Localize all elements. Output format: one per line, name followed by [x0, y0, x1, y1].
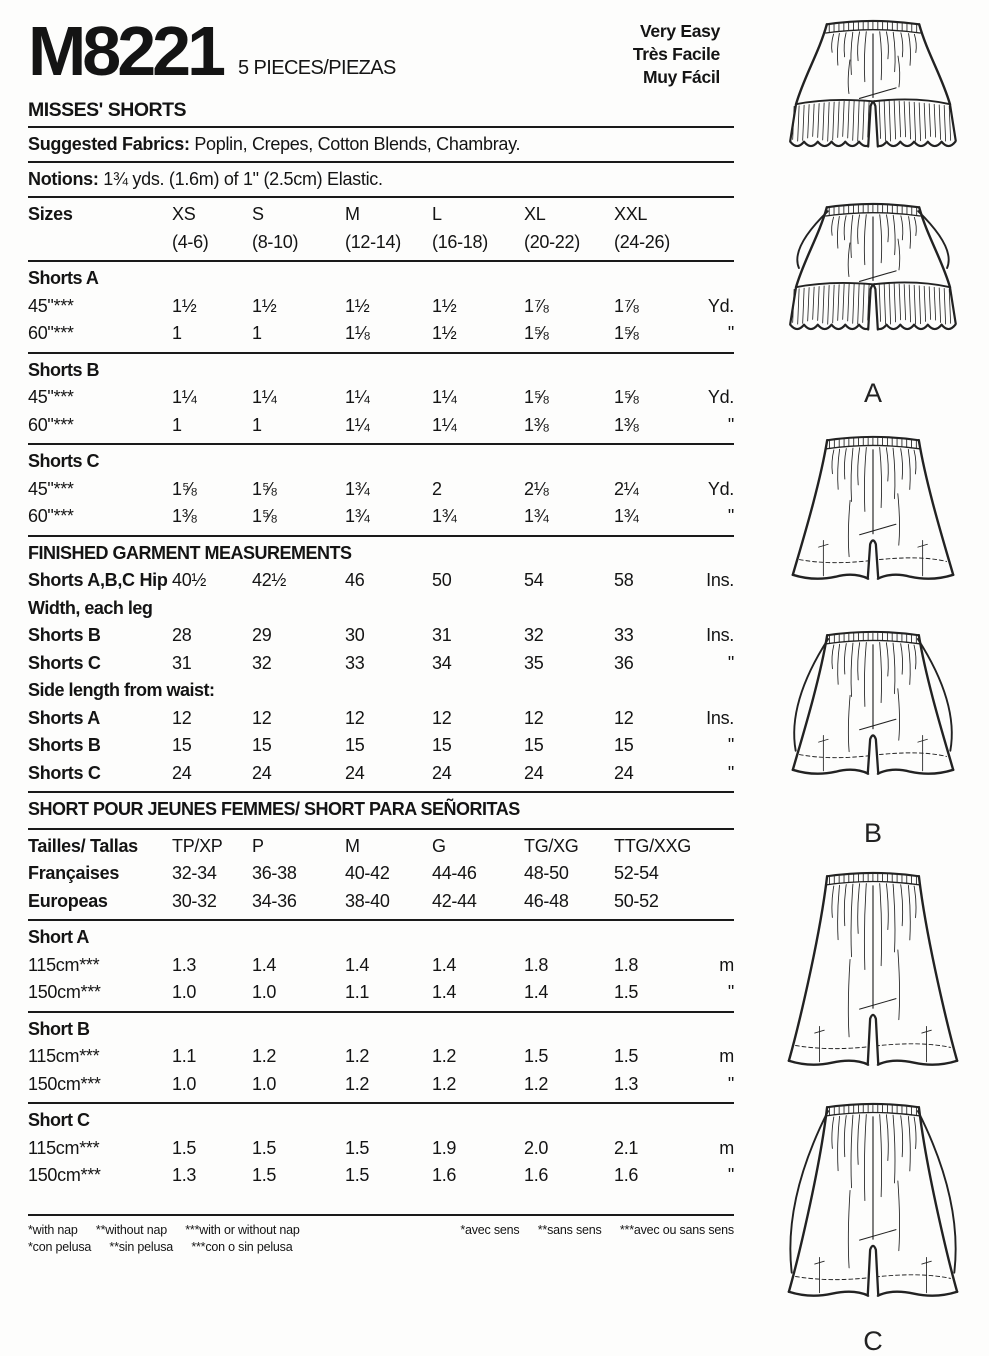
value-cell: 2⅛: [524, 478, 549, 499]
difficulty-fr: Très Facile: [632, 44, 720, 64]
footnote: ***with or without nap: [185, 1222, 300, 1237]
value-cell: 1½: [252, 295, 277, 316]
value-cell: 1.5: [524, 1046, 549, 1066]
value-cell: 12: [524, 707, 544, 728]
value-cell: 15: [345, 735, 365, 755]
value-cell: 15: [432, 735, 452, 755]
value-cell: 1⅜: [614, 414, 639, 435]
value-cell: 1: [252, 414, 262, 435]
value-cell: 1.5: [252, 1137, 277, 1158]
value-cell: 1.2: [432, 1073, 457, 1094]
view-group-c: [765, 860, 981, 1356]
value-cell: 12: [432, 707, 452, 728]
unit-cell: Ins.: [706, 707, 734, 728]
footnote: **sin pelusa: [109, 1239, 174, 1254]
value-cell: 15: [252, 735, 272, 755]
unit-cell: ": [727, 652, 734, 673]
unit-cell: m: [719, 954, 734, 975]
footnote: **sans sens: [537, 1222, 602, 1237]
unit-cell: Yd.: [707, 478, 734, 499]
view-label-b: B: [863, 818, 882, 848]
row-label: 45"***: [28, 478, 74, 499]
value-cell: 24: [172, 762, 192, 783]
row-label: 60"***: [28, 323, 74, 343]
value-cell: 30-32: [172, 890, 217, 911]
value-cell: 46-48: [524, 890, 569, 911]
unit-cell: m: [719, 1046, 734, 1066]
value-cell: 2.0: [524, 1137, 549, 1158]
footnote: **without nap: [95, 1222, 167, 1237]
sub-heading: Side length from waist:: [28, 680, 215, 700]
shorts-line-art: [765, 860, 981, 1078]
row-label: Tailles/ Tallas: [28, 835, 138, 856]
footnote: ***con o sin pelusa: [191, 1239, 293, 1254]
value-cell: M: [345, 835, 360, 856]
shorts-line-art: [765, 1091, 981, 1309]
value-cell: (8-10): [252, 231, 299, 252]
divider: [28, 126, 734, 128]
value-cell: 50: [432, 570, 452, 590]
value-cell: 48-50: [524, 863, 569, 883]
footnote-divider: [28, 1214, 734, 1216]
value-cell: 1¼: [345, 414, 370, 435]
row-label: 150cm***: [28, 982, 101, 1002]
value-cell: 1.4: [524, 982, 549, 1002]
value-cell: 1⅞: [614, 295, 639, 316]
value-cell: 15: [614, 735, 634, 755]
section-title: Shorts B: [28, 359, 100, 380]
divider: [28, 260, 734, 262]
value-cell: 36: [614, 652, 634, 673]
value-cell: 1.0: [252, 1073, 277, 1094]
value-cell: 33: [345, 652, 365, 673]
table-row: [28, 622, 734, 650]
value-cell: 1¼: [252, 387, 277, 407]
table-row: [28, 650, 734, 678]
table-row: [28, 1162, 734, 1190]
value-cell: 1.3: [614, 1073, 639, 1094]
sizes-ranges-row: [28, 229, 734, 257]
value-cell: 1.2: [524, 1073, 549, 1094]
row-label: Sizes: [28, 204, 73, 224]
value-cell: 1⅝: [172, 478, 197, 499]
value-cell: TP/XP: [172, 835, 223, 856]
pattern-info-column: [28, 6, 734, 1256]
value-cell: L: [432, 204, 442, 224]
notions-line: [28, 166, 734, 192]
value-cell: 12: [252, 707, 272, 728]
value-cell: 34-36: [252, 890, 297, 911]
value-cell: 35: [524, 652, 544, 673]
table-row: [28, 979, 734, 1007]
value-cell: 1⅜: [172, 506, 197, 526]
footnote: ***avec ou sans sens: [619, 1222, 734, 1237]
pattern-number: M8221: [28, 12, 223, 90]
value-cell: 32: [252, 652, 272, 673]
value-cell: (20-22): [524, 231, 580, 252]
value-cell: 38-40: [345, 890, 390, 911]
value-cell: 24: [252, 762, 272, 783]
shorts-line-art: [765, 191, 981, 343]
yardage-chart: [28, 201, 734, 1190]
table-row: [28, 567, 734, 595]
unit-cell: Ins.: [706, 570, 734, 590]
value-cell: 1¾: [345, 506, 370, 526]
row-label: Europeas: [28, 890, 108, 911]
value-cell: XXL: [614, 204, 648, 224]
footnote: *avec sens: [460, 1222, 520, 1237]
value-cell: TG/XG: [524, 835, 579, 856]
row-label: 115cm***: [28, 1046, 100, 1066]
row-label: Shorts B: [28, 735, 101, 755]
value-cell: 1.0: [252, 982, 277, 1002]
value-cell: 1¾: [614, 506, 639, 526]
table-row: [28, 732, 734, 760]
value-cell: 1.5: [252, 1165, 277, 1185]
difficulty-en: Very Easy: [639, 21, 720, 41]
row-label: 115cm***: [28, 954, 100, 975]
table-row: [28, 1135, 734, 1163]
footnote: *con pelusa: [28, 1239, 92, 1254]
value-cell: 24: [345, 762, 365, 783]
value-cell: 1⅝: [614, 387, 639, 407]
value-cell: 1⅝: [524, 323, 549, 343]
table-row: [28, 705, 734, 733]
row-label: Shorts B: [28, 625, 101, 645]
value-cell: 1.2: [345, 1046, 370, 1066]
divider: [28, 919, 734, 921]
unit-cell: Yd.: [707, 387, 734, 407]
unit-cell: ": [727, 1165, 734, 1185]
value-cell: 44-46: [432, 863, 477, 883]
value-cell: 1.0: [172, 982, 197, 1002]
unit-cell: Yd.: [707, 295, 734, 316]
style-illustrations-column: [760, 8, 986, 1356]
value-cell: 50-52: [614, 890, 659, 911]
unit-cell: ": [727, 414, 734, 435]
unit-cell: ": [727, 1073, 734, 1094]
unit-cell: Ins.: [706, 625, 734, 645]
footnote: *with nap: [28, 1222, 78, 1237]
value-cell: 1.4: [432, 982, 457, 1002]
value-cell: 1.2: [345, 1073, 370, 1094]
value-cell: 54: [524, 570, 544, 590]
shorts-b-back-illustration: [765, 424, 981, 619]
value-cell: 1½: [172, 295, 197, 316]
value-cell: 1: [172, 414, 182, 435]
divider: [28, 1011, 734, 1013]
row-label: 60"***: [28, 506, 74, 526]
value-cell: 1⅝: [614, 323, 639, 343]
value-cell: S: [252, 204, 264, 224]
row-label: Shorts A,B,C Hip: [28, 570, 168, 590]
value-cell: 1⅜: [524, 414, 549, 435]
footnotes: [28, 1222, 734, 1256]
footnotes-french: [460, 1222, 734, 1239]
value-cell: 12: [172, 707, 192, 728]
value-cell: 1.2: [432, 1046, 457, 1066]
footnotes-spanish: [28, 1239, 734, 1256]
table-row: [28, 760, 734, 788]
row-label: Shorts C: [28, 652, 101, 673]
value-cell: 42½: [252, 570, 287, 590]
unit-cell: ": [727, 762, 734, 783]
value-cell: 1.5: [614, 1046, 639, 1066]
value-cell: 29: [252, 625, 272, 645]
value-cell: P: [252, 835, 264, 856]
unit-cell: ": [727, 982, 734, 1002]
divider: [28, 1102, 734, 1104]
footnote-row-1: [28, 1222, 734, 1239]
sub-heading: Width, each leg: [28, 597, 153, 618]
value-cell: 1½: [432, 295, 457, 316]
value-cell: 1.8: [524, 954, 549, 975]
value-cell: 1¾: [524, 506, 549, 526]
divider: [28, 535, 734, 537]
value-cell: 1⅝: [524, 387, 549, 407]
table-row: [28, 384, 734, 412]
row-label: 115cm***: [28, 1137, 100, 1158]
fabrics-label: Suggested Fabrics:: [28, 134, 190, 154]
value-cell: XL: [524, 204, 546, 224]
value-cell: 24: [432, 762, 452, 783]
fabrics-value: Poplin, Crepes, Cotton Blends, Chambray.: [189, 134, 521, 154]
divider: [28, 352, 734, 354]
metric-size-row: [28, 833, 734, 861]
table-row: [28, 412, 734, 440]
value-cell: 1⅞: [524, 295, 549, 316]
value-cell: (4-6): [172, 231, 209, 252]
value-cell: 46: [345, 570, 365, 590]
value-cell: 24: [524, 762, 544, 783]
unit-cell: m: [719, 1137, 734, 1158]
unit-cell: ": [727, 506, 734, 526]
value-cell: 1⅝: [252, 478, 277, 499]
value-cell: 1.5: [614, 982, 639, 1002]
shorts-line-art: [765, 424, 981, 592]
shorts-line-art: [765, 619, 981, 787]
table-row: [28, 476, 734, 504]
value-cell: 12: [345, 707, 365, 728]
value-cell: 1.6: [614, 1165, 639, 1185]
value-cell: 1¼: [172, 387, 197, 407]
value-cell: 52-54: [614, 863, 659, 883]
value-cell: 32: [524, 625, 544, 645]
table-row: [28, 293, 734, 321]
difficulty-block: [633, 6, 734, 89]
value-cell: M: [345, 204, 360, 224]
metric-size-row: [28, 888, 734, 916]
value-cell: 1: [252, 323, 262, 343]
value-cell: 32-34: [172, 863, 217, 883]
value-cell: 1.5: [345, 1137, 370, 1158]
table-row: [28, 952, 734, 980]
value-cell: (24-26): [614, 231, 670, 252]
value-cell: G: [432, 835, 446, 856]
value-cell: 31: [432, 625, 452, 645]
row-label: 150cm***: [28, 1165, 101, 1185]
pieces-count: 5 PIECES/PIEZAS: [238, 57, 396, 79]
value-cell: (16-18): [432, 231, 488, 252]
value-cell: 34: [432, 652, 452, 673]
shorts-a-front-illustration: [765, 191, 981, 374]
view-group-b: [765, 424, 981, 848]
sizes-header-row: [28, 201, 734, 229]
row-label: 150cm***: [28, 1073, 101, 1094]
value-cell: 1¼: [432, 414, 457, 435]
value-cell: 2: [432, 478, 442, 499]
value-cell: 1.5: [345, 1165, 370, 1185]
value-cell: 1.6: [524, 1165, 549, 1185]
value-cell: 1½: [432, 323, 457, 343]
section-title: Short A: [28, 927, 89, 947]
value-cell: 31: [172, 652, 192, 673]
value-cell: 58: [614, 570, 634, 590]
section-title: Shorts C: [28, 451, 100, 471]
value-cell: 1¼: [432, 387, 457, 407]
metric-heading: SHORT POUR JEUNES FEMMES/ SHORT PARA SEÑORITAS: [28, 799, 520, 819]
metric-size-row: [28, 860, 734, 888]
row-label: 45"***: [28, 295, 74, 316]
row-label: Shorts C: [28, 762, 101, 783]
footnotes-english: [28, 1222, 300, 1239]
value-cell: 33: [614, 625, 634, 645]
value-cell: 1.8: [614, 954, 639, 975]
section-title: Short C: [28, 1110, 90, 1130]
value-cell: 1¼: [345, 387, 370, 407]
value-cell: 1¾: [432, 506, 457, 526]
value-cell: XS: [172, 204, 196, 224]
row-label: Shorts A: [28, 707, 100, 728]
divider: [28, 791, 734, 793]
value-cell: 28: [172, 625, 192, 645]
value-cell: 1⅝: [252, 506, 277, 526]
shorts-b-front-illustration: [765, 619, 981, 814]
divider: [28, 443, 734, 445]
shorts-line-art: [765, 8, 981, 160]
value-cell: 1½: [345, 295, 370, 316]
value-cell: 40-42: [345, 863, 390, 883]
header: [28, 6, 734, 92]
shorts-a-back-illustration: [765, 8, 981, 191]
value-cell: 2.1: [614, 1137, 639, 1158]
value-cell: 24: [614, 762, 634, 783]
shorts-c-front-illustration: [765, 1091, 981, 1322]
view-label-a: A: [863, 378, 882, 408]
table-row: [28, 503, 734, 531]
view-group-a: [765, 8, 981, 408]
value-cell: 1.5: [172, 1137, 197, 1158]
value-cell: 1.4: [432, 954, 457, 975]
value-cell: 15: [524, 735, 544, 755]
difficulty-es: Muy Fácil: [642, 67, 720, 87]
value-cell: TTG/XXG: [614, 835, 691, 856]
divider: [28, 828, 734, 830]
section-title: Shorts A: [28, 268, 99, 288]
value-cell: 36-38: [252, 863, 297, 883]
notions-label: Notions:: [28, 169, 99, 189]
row-label: 45"***: [28, 387, 74, 407]
value-cell: 1.3: [172, 954, 197, 975]
unit-cell: ": [727, 735, 734, 755]
value-cell: 1⅛: [345, 323, 370, 343]
row-label: Françaises: [28, 863, 120, 883]
value-cell: 12: [614, 707, 634, 728]
divider: [28, 161, 734, 163]
value-cell: 1.1: [172, 1046, 197, 1066]
table-row: [28, 1071, 734, 1099]
table-row: [28, 320, 734, 348]
finished-measurements-heading: FINISHED GARMENT MEASUREMENTS: [28, 542, 352, 563]
suggested-fabrics-line: [28, 131, 734, 157]
value-cell: (12-14): [345, 231, 401, 252]
divider: [28, 196, 734, 198]
value-cell: 1.3: [172, 1165, 197, 1185]
view-label-c: C: [863, 1326, 883, 1356]
value-cell: 1.0: [172, 1073, 197, 1094]
value-cell: 15: [172, 735, 192, 755]
row-label: 60"***: [28, 414, 74, 435]
section-title: Short B: [28, 1018, 90, 1039]
table-row: [28, 1043, 734, 1071]
value-cell: 2¼: [614, 478, 639, 499]
value-cell: 42-44: [432, 890, 477, 911]
value-cell: 1.6: [432, 1165, 457, 1185]
value-cell: 1.4: [345, 954, 370, 975]
value-cell: 40½: [172, 570, 207, 590]
value-cell: 1¾: [345, 478, 370, 499]
garment-title: MISSES' SHORTS: [28, 99, 186, 121]
value-cell: 1.9: [432, 1137, 457, 1158]
shorts-c-back-illustration: [765, 860, 981, 1091]
value-cell: 1.2: [252, 1046, 277, 1066]
notions-value: 1¾ yds. (1.6m) of 1" (2.5cm) Elastic.: [98, 169, 383, 189]
unit-cell: ": [727, 323, 734, 343]
value-cell: 1.1: [345, 982, 370, 1002]
value-cell: 1.4: [252, 954, 277, 975]
value-cell: 30: [345, 625, 365, 645]
value-cell: 1: [172, 323, 182, 343]
